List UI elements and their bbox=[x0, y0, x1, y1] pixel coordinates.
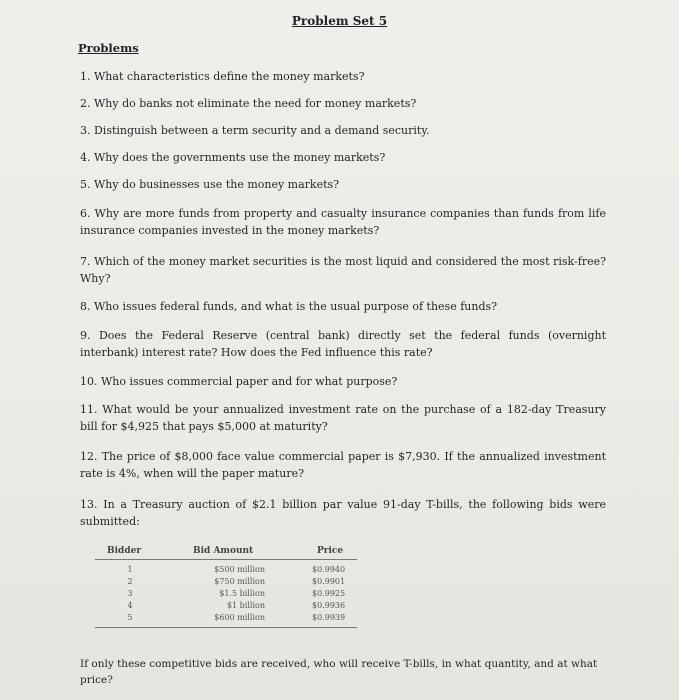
page-title: Problem Set 5 bbox=[291, 14, 388, 28]
question-6: 6. Why are more funds from property and casualty insurance companies than funds from life insurance companies invested in the money markets? bbox=[80, 207, 606, 237]
table-header-rule bbox=[95, 559, 357, 560]
bid-amount-cell: $500 million bbox=[214, 565, 265, 574]
table-header-bidder: Bidder bbox=[107, 546, 142, 556]
bid-amount-cell: $1.5 billion bbox=[219, 589, 265, 598]
bid-amount-cell: $750 million bbox=[214, 577, 265, 586]
question-13: 13. In a Treasury auction of $2.1 billion par value 91-day T-bills, the following bids were submitted: bbox=[80, 498, 606, 528]
question-8: 8. Who issues federal funds, and what is the usual purpose of these funds? bbox=[80, 300, 498, 313]
table-header-bid-amount: Bid Amount bbox=[193, 546, 254, 556]
question-3: 3. Distinguish between a term security and a demand security. bbox=[80, 124, 430, 137]
table-bottom-rule bbox=[95, 627, 357, 628]
question-9: 9. Does the Federal Reserve (central bank) directly set the federal funds (overnight interbank) interest rate? How does the Fed influence this rate? bbox=[80, 329, 606, 359]
table-header-price: Price bbox=[317, 546, 344, 556]
price-cell: $0.9939 bbox=[312, 613, 346, 622]
question-1: 1. What characteristics define the money markets? bbox=[80, 70, 365, 83]
question-11: 11. What would be your annualized investment rate on the purchase of a 182-day Treasury bill for $4,925 that pays $5,000 at maturity? bbox=[80, 403, 606, 433]
bidder-cell: 3 bbox=[127, 589, 133, 598]
question-7: 7. Which of the money market securities is the most liquid and considered the most risk-free? Why? bbox=[80, 255, 606, 285]
question-12: 12. The price of $8,000 face value commercial paper is $7,930. If the annualized investment rate is 4%, when will the paper mature? bbox=[80, 450, 606, 480]
question-2: 2. Why do banks not eliminate the need for money markets? bbox=[80, 97, 417, 110]
bidder-cell: 4 bbox=[127, 601, 133, 610]
price-cell: $0.9940 bbox=[312, 565, 346, 574]
price-cell: $0.9936 bbox=[312, 601, 346, 610]
followup-question: If only these competitive bids are received, who will receive T-bills, in what quantity, and at what price? bbox=[80, 658, 598, 686]
bid-amount-cell: $1 billion bbox=[226, 601, 265, 610]
bidder-cell: 5 bbox=[127, 613, 133, 622]
bidder-cell: 1 bbox=[127, 565, 133, 574]
bids-table bbox=[95, 546, 365, 640]
question-10: 10. Who issues commercial paper and for what purpose? bbox=[80, 375, 398, 388]
price-cell: $0.9925 bbox=[312, 589, 346, 598]
question-4: 4. Why does the governments use the money markets? bbox=[80, 151, 386, 164]
price-cell: $0.9901 bbox=[312, 577, 346, 586]
section-heading: Problems bbox=[78, 41, 139, 55]
question-5: 5. Why do businesses use the money markets? bbox=[80, 178, 340, 191]
bidder-cell: 2 bbox=[127, 577, 133, 586]
bid-amount-cell: $600 million bbox=[214, 613, 265, 622]
